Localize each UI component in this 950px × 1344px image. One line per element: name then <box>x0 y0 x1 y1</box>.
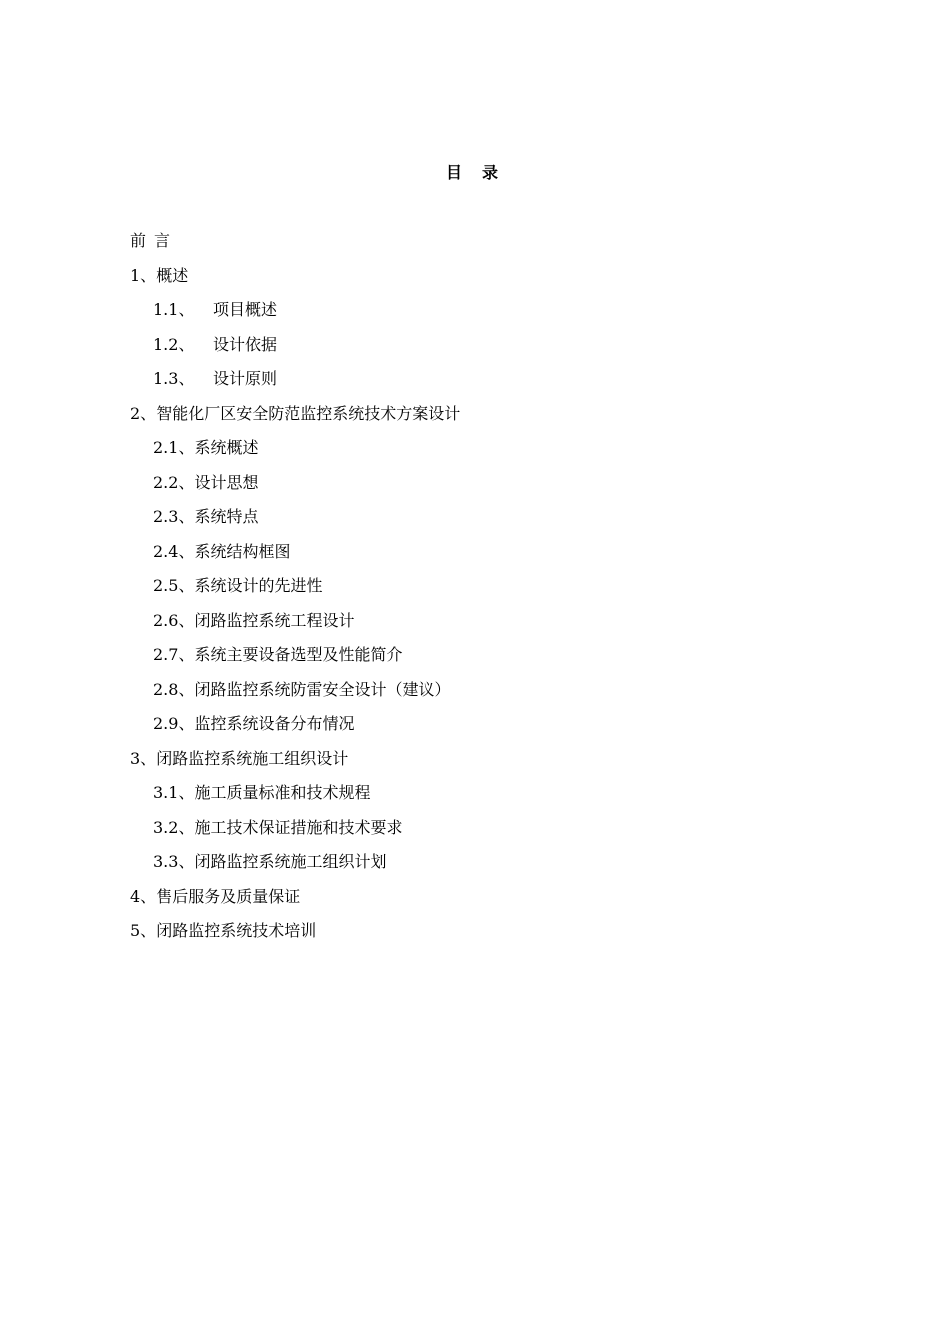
toc-entry-text: 系统概述 <box>194 438 259 457</box>
toc-entry[interactable] <box>130 436 460 471</box>
toc-entry[interactable] <box>130 816 460 851</box>
toc-entry-text: 项目概述 <box>213 300 278 319</box>
toc-entry[interactable] <box>130 747 460 782</box>
toc-entry-text: 系统设计的先进性 <box>194 576 323 595</box>
toc-entry-text: 智能化厂区安全防范监控系统技术方案设计 <box>156 403 461 423</box>
toc-entry-text: 前言 <box>130 231 179 250</box>
toc-entry-text: 闭路监控系统施工组织计划 <box>194 852 387 871</box>
toc-entry[interactable] <box>130 919 460 954</box>
toc-entry-text: 概述 <box>156 265 189 285</box>
toc-entry[interactable] <box>130 574 460 609</box>
toc-entry-number: 1.3、 <box>153 369 195 388</box>
toc-entry-number: 2.6、 <box>153 610 195 630</box>
toc-entry-number: 5、 <box>130 921 157 940</box>
toc-entry-number: 2.2、 <box>153 472 195 492</box>
toc-entry-text: 施工技术保证措施和技术要求 <box>194 817 403 837</box>
toc-entry[interactable] <box>130 367 460 402</box>
toc-entry-text: 售后服务及质量保证 <box>156 886 301 906</box>
toc-entry[interactable] <box>130 505 460 540</box>
toc-entry-number: 3、 <box>130 748 157 768</box>
toc-entry[interactable] <box>130 540 460 575</box>
toc-entry-number: 1.2、 <box>153 334 195 354</box>
toc-entry-text: 闭路监控系统工程设计 <box>194 610 355 630</box>
toc-entry-text: 设计依据 <box>213 334 278 354</box>
toc-entry[interactable] <box>130 229 460 264</box>
toc-list <box>130 229 460 954</box>
toc-entry-number: 2.1、 <box>153 438 195 457</box>
toc-entry-number: 2.5、 <box>153 576 195 595</box>
toc-entry-number: 1.1、 <box>153 300 195 319</box>
toc-entry-text: 闭路监控系统施工组织设计 <box>156 748 349 768</box>
toc-entry-number: 2.8、 <box>153 679 195 699</box>
toc-entry-number: 3.1、 <box>153 783 195 802</box>
toc-entry-text: 施工质量标准和技术规程 <box>194 783 371 802</box>
toc-entry[interactable] <box>130 885 460 920</box>
toc-entry-text: 系统特点 <box>194 507 259 526</box>
toc-entry-number: 2.9、 <box>153 714 195 733</box>
toc-entry[interactable] <box>130 781 460 816</box>
toc-entry-number: 4、 <box>130 886 157 906</box>
toc-entry[interactable] <box>130 471 460 506</box>
toc-entry[interactable] <box>130 333 460 368</box>
toc-entry-text: 闭路监控系统技术培训 <box>156 921 317 940</box>
toc-entry-text: 系统主要设备选型及性能简介 <box>194 645 403 664</box>
toc-entry[interactable] <box>130 402 460 437</box>
toc-entry-number: 2.3、 <box>153 507 195 526</box>
toc-entry-text: 设计原则 <box>213 369 278 388</box>
toc-entry-text: 设计思想 <box>194 472 259 492</box>
toc-entry-text: 闭路监控系统防雷安全设计（建议） <box>194 679 451 699</box>
toc-entry[interactable] <box>130 298 460 333</box>
toc-entry-number: 1、 <box>130 265 157 285</box>
toc-entry[interactable] <box>130 850 460 885</box>
toc-entry[interactable] <box>130 264 460 299</box>
toc-title: 目录 <box>445 163 518 182</box>
toc-entry[interactable] <box>130 643 460 678</box>
toc-entry-number: 2.4、 <box>153 541 195 561</box>
toc-entry-text: 系统结构框图 <box>194 541 291 561</box>
toc-entry-number: 3.2、 <box>153 817 195 837</box>
toc-entry-number: 3.3、 <box>153 852 195 871</box>
toc-entry[interactable] <box>130 609 460 644</box>
toc-entry[interactable] <box>130 712 460 747</box>
toc-entry-number: 2.7、 <box>153 645 195 664</box>
toc-entry-text: 监控系统设备分布情况 <box>194 714 355 733</box>
toc-entry-number: 2、 <box>130 403 157 423</box>
toc-entry[interactable] <box>130 678 460 713</box>
